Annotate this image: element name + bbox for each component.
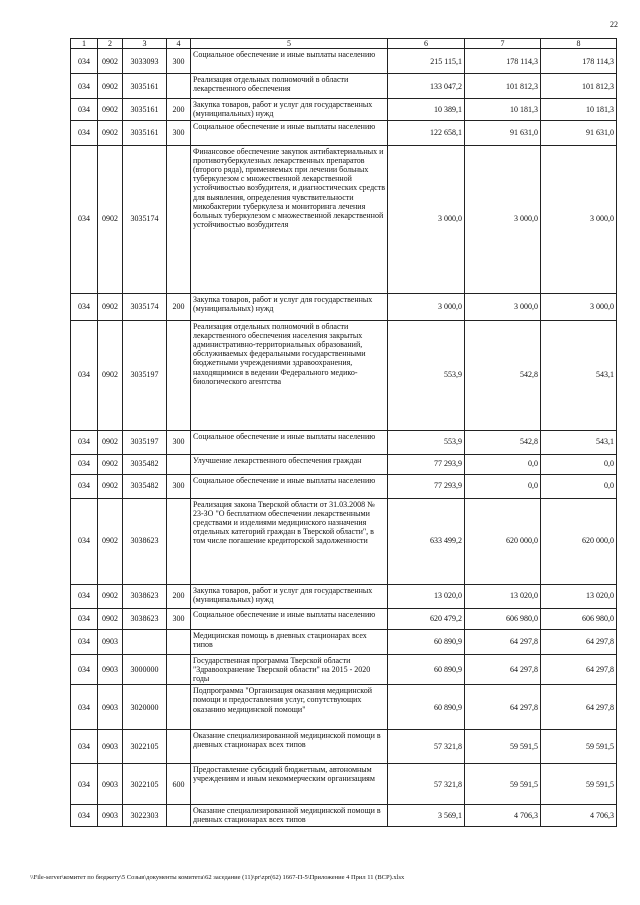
amount-cell-6: 77 293,9 [388,454,465,474]
table-row [71,608,617,629]
description-cell: Медицинская помощь в дневных стационарах всех типов [191,629,388,654]
code-cell: 034 [71,454,98,474]
section-cell: 0902 [98,74,123,99]
section-cell: 0902 [98,608,123,629]
code-cell: 034 [71,474,98,498]
code-cell: 034 [71,805,98,826]
section-cell: 0903 [98,764,123,805]
section-cell: 0902 [98,320,123,430]
amount-cell-8: 0,0 [541,454,617,474]
table-row [71,629,617,654]
amount-cell-7: 10 181,3 [465,99,541,120]
amount-cell-7: 3 000,0 [465,293,541,320]
code-cell: 034 [71,430,98,454]
section-cell: 0903 [98,730,123,764]
amount-cell-6: 133 047,2 [388,74,465,99]
table-row [71,498,617,584]
description-cell: Закупка товаров, работ и услуг для государственных (муниципальных) нужд [191,584,388,608]
expense-type-cell: 300 [167,608,191,629]
table-row [71,474,617,498]
amount-cell-8: 64 297,8 [541,654,617,685]
amount-cell-6: 57 321,8 [388,730,465,764]
section-cell: 0902 [98,474,123,498]
amount-cell-7: 542,8 [465,430,541,454]
section-cell: 0902 [98,120,123,145]
code-cell: 034 [71,764,98,805]
description-cell: Оказание специализированной медицинской помощи в дневных стационарах всех типов [191,805,388,826]
code-cell: 034 [71,629,98,654]
amount-cell-6: 122 658,1 [388,120,465,145]
table-row [71,145,617,293]
section-cell: 0903 [98,805,123,826]
amount-cell-7: 620 000,0 [465,498,541,584]
expense-type-cell: 300 [167,120,191,145]
description-cell: Социальное обеспечение и иные выплаты населению [191,120,388,145]
amount-cell-8: 4 706,3 [541,805,617,826]
amount-cell-7: 59 591,5 [465,730,541,764]
amount-cell-8: 10 181,3 [541,99,617,120]
section-cell: 0902 [98,293,123,320]
amount-cell-7: 101 812,3 [465,74,541,99]
target-cell: 3038623 [123,608,167,629]
section-cell: 0902 [98,49,123,74]
amount-cell-7: 178 114,3 [465,49,541,74]
table-row [71,685,617,730]
target-cell: 3035174 [123,293,167,320]
amount-cell-7: 0,0 [465,474,541,498]
code-cell: 034 [71,120,98,145]
description-cell: Закупка товаров, работ и услуг для государственных (муниципальных) нужд [191,293,388,320]
amount-cell-8: 13 020,0 [541,584,617,608]
code-cell: 034 [71,584,98,608]
table-row [71,730,617,764]
target-cell: 3038623 [123,584,167,608]
target-cell: 3035161 [123,74,167,99]
amount-cell-6: 3 000,0 [388,145,465,293]
expense-type-cell: 200 [167,99,191,120]
expense-type-cell [167,730,191,764]
header-cell: 6 [388,39,465,49]
amount-cell-7: 3 000,0 [465,145,541,293]
code-cell: 034 [71,654,98,685]
section-cell: 0902 [98,430,123,454]
description-cell: Предоставление субсидий бюджетным, автономным учреждениям и иным некоммерческим организациям [191,764,388,805]
description-cell: Государственная программа Тверской области "Здравоохранение Тверской области" на 2015 - 2020 годы [191,654,388,685]
section-cell: 0902 [98,584,123,608]
section-cell: 0902 [98,498,123,584]
expense-type-cell: 300 [167,430,191,454]
table-row [71,320,617,430]
expense-type-cell [167,629,191,654]
expense-type-cell [167,654,191,685]
table-row [71,654,617,685]
target-cell: 3022105 [123,764,167,805]
section-cell: 0902 [98,145,123,293]
budget-table [70,38,617,827]
description-cell: Социальное обеспечение и иные выплаты населению [191,430,388,454]
amount-cell-6: 57 321,8 [388,764,465,805]
amount-cell-6: 60 890,9 [388,629,465,654]
amount-cell-6: 77 293,9 [388,474,465,498]
header-cell: 5 [191,39,388,49]
table-row [71,805,617,826]
section-cell: 0902 [98,454,123,474]
description-cell: Финансовое обеспечение закупок антибактериальных и противотуберкулезных лекарственных препаратов (второго ряда), применяемых при лечении больных туберкулезом с множественной лекарственной устойчивостью возбудителя, и диагностических средств для выявления, определения чувствительности микобактерии туберкулеза и мониторинга лечения больных туберкулезом с множественной лекарственной устойчивостью возбудителя [191,145,388,293]
code-cell: 034 [71,608,98,629]
expense-type-cell [167,145,191,293]
amount-cell-6: 3 000,0 [388,293,465,320]
target-cell: 3000000 [123,654,167,685]
description-cell: Социальное обеспечение и иные выплаты населению [191,608,388,629]
description-cell: Реализация закона Тверской области от 31.03.2008 № 23-ЗО "О бесплатном обеспечении лекарственными средствами и изделиями медицинского назначения отдельных категорий граждан в Тверской области", в том числе погашение кредиторской задолженности [191,498,388,584]
table-row [71,454,617,474]
description-cell: Подпрограмма "Организация оказания медицинской помощи и предоставления услуг, сопутствующих оказанию медицинской помощи" [191,685,388,730]
expense-type-cell [167,498,191,584]
target-cell: 3035197 [123,430,167,454]
header-row [71,39,617,49]
header-cell: 2 [98,39,123,49]
amount-cell-7: 13 020,0 [465,584,541,608]
expense-type-cell [167,320,191,430]
table-row [71,293,617,320]
target-cell: 3033093 [123,49,167,74]
expense-type-cell: 300 [167,49,191,74]
amount-cell-8: 59 591,5 [541,730,617,764]
description-cell: Оказание специализированной медицинской помощи в дневных стационарах всех типов [191,730,388,764]
amount-cell-6: 620 479,2 [388,608,465,629]
description-cell: Закупка товаров, работ и услуг для государственных (муниципальных) нужд [191,99,388,120]
amount-cell-7: 4 706,3 [465,805,541,826]
amount-cell-8: 543,1 [541,320,617,430]
target-cell: 3035482 [123,474,167,498]
amount-cell-6: 633 499,2 [388,498,465,584]
table-row [71,584,617,608]
code-cell: 034 [71,74,98,99]
amount-cell-8: 3 000,0 [541,145,617,293]
target-cell: 3035174 [123,145,167,293]
description-cell: Улучшение лекарственного обеспечения граждан [191,454,388,474]
page-number: 22 [610,20,618,29]
target-cell: 3022105 [123,730,167,764]
amount-cell-8: 0,0 [541,474,617,498]
code-cell: 034 [71,49,98,74]
section-cell: 0902 [98,99,123,120]
code-cell: 034 [71,498,98,584]
table-row [71,49,617,74]
section-cell: 0903 [98,654,123,685]
target-cell: 3035197 [123,320,167,430]
file-path-footer: \\File-server\комитет по бюджету\5 Созыв\документы комитета\62 заседание (11)\pr\zpr(62) 1667-П-5\Приложение 4 Прил 11 (ВСР).xlsx [30,874,405,881]
header-cell: 4 [167,39,191,49]
target-cell: 3020000 [123,685,167,730]
header-cell: 7 [465,39,541,49]
expense-type-cell: 300 [167,474,191,498]
amount-cell-8: 3 000,0 [541,293,617,320]
amount-cell-6: 215 115,1 [388,49,465,74]
amount-cell-6: 10 389,1 [388,99,465,120]
amount-cell-8: 64 297,8 [541,685,617,730]
amount-cell-7: 59 591,5 [465,764,541,805]
section-cell: 0903 [98,685,123,730]
amount-cell-6: 60 890,9 [388,685,465,730]
expense-type-cell [167,454,191,474]
amount-cell-8: 178 114,3 [541,49,617,74]
code-cell: 034 [71,99,98,120]
table-row [71,430,617,454]
table-row [71,99,617,120]
header-cell: 8 [541,39,617,49]
expense-type-cell [167,685,191,730]
description-cell: Реализация отдельных полномочий в области лекарственного обеспечения [191,74,388,99]
amount-cell-6: 3 569,1 [388,805,465,826]
section-cell: 0903 [98,629,123,654]
table-row [71,120,617,145]
code-cell: 034 [71,145,98,293]
expense-type-cell: 200 [167,293,191,320]
amount-cell-7: 64 297,8 [465,654,541,685]
amount-cell-7: 0,0 [465,454,541,474]
amount-cell-7: 606 980,0 [465,608,541,629]
amount-cell-8: 620 000,0 [541,498,617,584]
target-cell [123,629,167,654]
amount-cell-8: 543,1 [541,430,617,454]
code-cell: 034 [71,685,98,730]
target-cell: 3022303 [123,805,167,826]
description-cell: Социальное обеспечение и иные выплаты населению [191,474,388,498]
target-cell: 3035161 [123,99,167,120]
header-cell: 3 [123,39,167,49]
code-cell: 034 [71,293,98,320]
header-cell: 1 [71,39,98,49]
amount-cell-6: 13 020,0 [388,584,465,608]
code-cell: 034 [71,320,98,430]
code-cell: 034 [71,730,98,764]
amount-cell-8: 64 297,8 [541,629,617,654]
amount-cell-8: 91 631,0 [541,120,617,145]
description-cell: Реализация отдельных полномочий в области лекарственного обеспечения населения закрытых административно-территориальных образований, обслуживаемых федеральными государственными бюджетными учреждениями здравоохранения, находящимися в ведении Федерального медико-биологического агентства [191,320,388,430]
expense-type-cell: 200 [167,584,191,608]
amount-cell-8: 101 812,3 [541,74,617,99]
amount-cell-7: 542,8 [465,320,541,430]
amount-cell-7: 64 297,8 [465,629,541,654]
amount-cell-8: 59 591,5 [541,764,617,805]
expense-type-cell: 600 [167,764,191,805]
amount-cell-7: 91 631,0 [465,120,541,145]
amount-cell-6: 553,9 [388,430,465,454]
description-cell: Социальное обеспечение и иные выплаты населению [191,49,388,74]
table-row [71,74,617,99]
target-cell: 3038623 [123,498,167,584]
target-cell: 3035161 [123,120,167,145]
amount-cell-6: 553,9 [388,320,465,430]
amount-cell-7: 64 297,8 [465,685,541,730]
expense-type-cell [167,74,191,99]
amount-cell-6: 60 890,9 [388,654,465,685]
target-cell: 3035482 [123,454,167,474]
amount-cell-8: 606 980,0 [541,608,617,629]
expense-type-cell [167,805,191,826]
table-row [71,764,617,805]
